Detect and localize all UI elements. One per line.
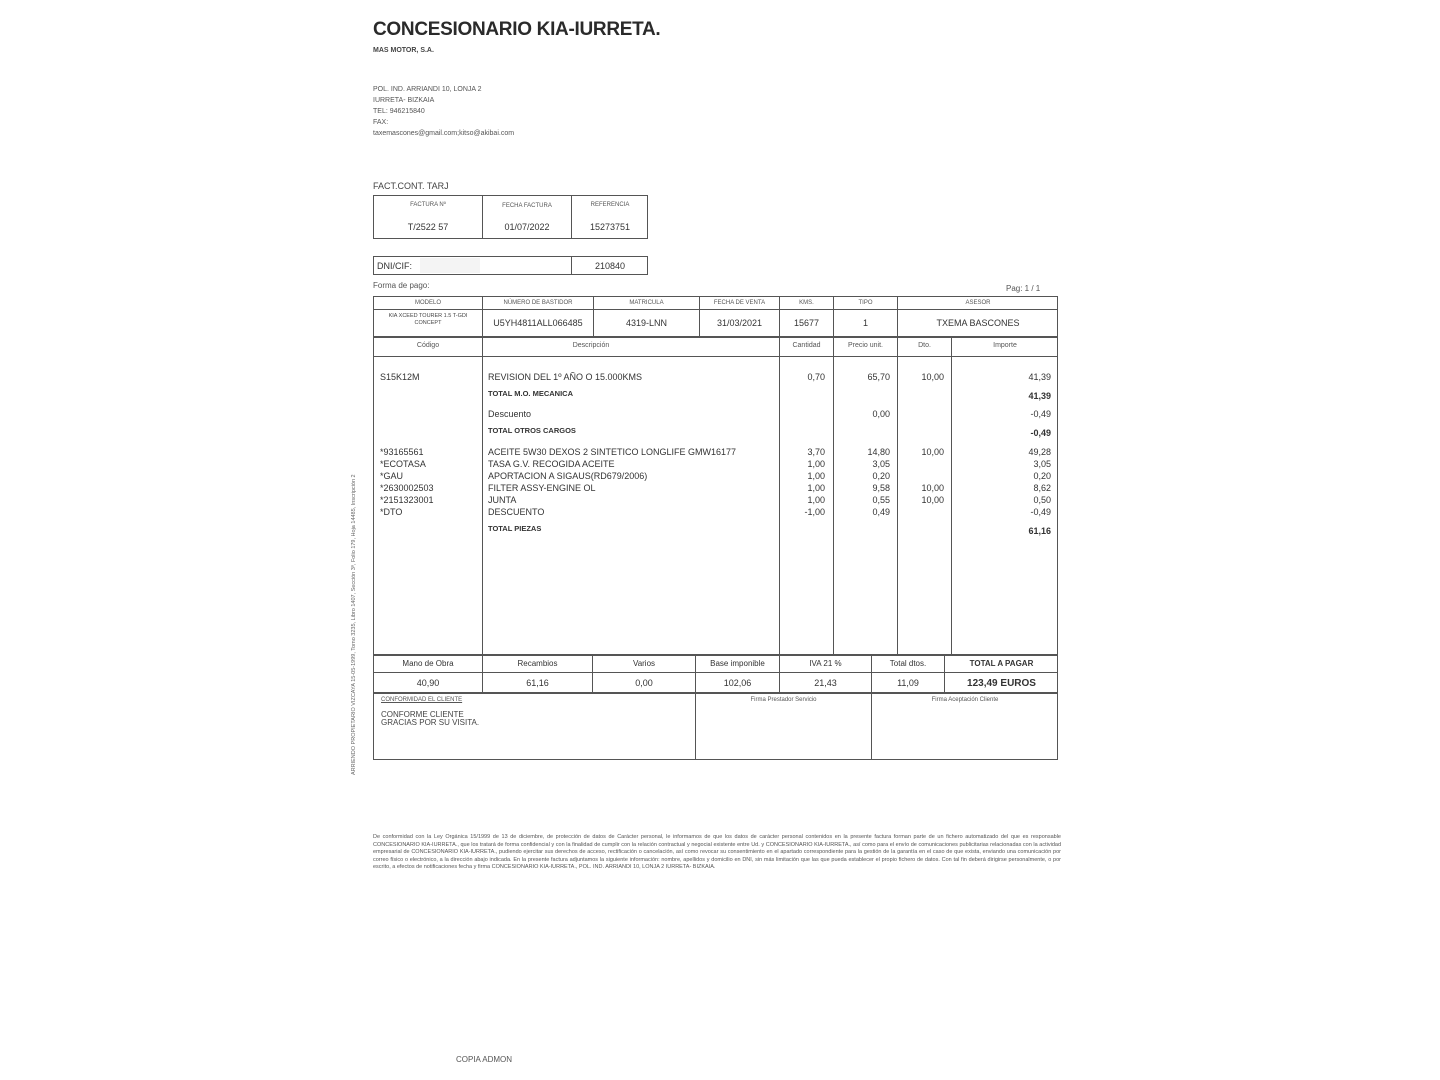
company-address-line1: POL. IND. ARRIANDI 10, LONJA 2 [373, 86, 482, 93]
line-amount: 3,05 [1033, 459, 1051, 469]
registry-vertical-text: ARRIENDO PROPIETARIO VIZCAYA 15-05-1999, Tomo 3235, Libro 1407, Sección 3ª, Folio 179, Hoja 14485, Inscripción 2 [351, 474, 357, 775]
line-amount: 0,50 [1033, 495, 1051, 505]
line-unit-price: 0,00 [872, 409, 890, 419]
line-unit-price: 0,20 [872, 471, 890, 481]
line-description: TASA G.V. RECOGIDA ACEITE [488, 459, 615, 469]
invoice-number-label: FACTURA Nº [410, 202, 446, 208]
lines-discount-header: Dto. [918, 342, 931, 349]
line-amount: 41,39 [1028, 391, 1051, 401]
divider [482, 195, 483, 239]
company-email: taxemascones@gmail.com;kitso@akibai.com [373, 130, 515, 137]
company-tel: TEL: 946215840 [373, 108, 425, 115]
line-quantity: 1,00 [807, 495, 825, 505]
totals-misc-header: Varios [632, 659, 656, 668]
line-discount: 10,00 [921, 495, 944, 505]
line-quantity: 3,70 [807, 447, 825, 457]
vehicle-chassis-header: NÚMERO DE BASTIDOR [503, 300, 573, 306]
vehicle-type-header: TIPO [858, 300, 873, 306]
invoice-type: FACT.CONT. TARJ [373, 181, 449, 191]
lines-description-header: Descripción [572, 342, 610, 349]
line-amount: 49,28 [1028, 447, 1051, 457]
vehicle-chassis: U5YH4811ALL066485 [493, 318, 583, 328]
line-description: JUNTA [488, 495, 517, 505]
invoice-reference: 15273751 [589, 222, 631, 232]
legal-notice: De conformidad con la Ley Orgánica 15/1999 de 13 de diciembre, de protección de datos de Carácter personal, le informamos de que los datos de carácter personal contenidos en la presente factura forman parte de un fichero automatizado del que es responsable CONCESIONARIO KIA-IURRETA., que los tratará de forma confidencial y con la finalidad de cumplir con la relación contractual y negocial existente entre Ud. y CONCESIONARIO KIA-IURRETA., así como para el envío de comunicaciones publicitarias relacionadas con la actividad empresarial de CONCESIONARIO KIA-IURRETA., pudiendo ejercitar sus derechos de acceso, rectificación o cancelación, así como revocar su consentimiento en el apartado correspondiente para la gestión de la garantía en el caso de que exista, enviando una comunicación por correo físico o electrónico, a la dirección abajo indicada. En la presente factura adjuntamos la siguiente información: nombre, apellidos y domicilio en DNI, sin más limitación que las que pueda establecer el propio fichero de datos. Con tal fin deberá dirigirse personalmente, o por escrito, a efectos de notificaciones fecha y firma CONCESIONARIO KIA-IURRETA., POL. IND. ARRIANDI 10, LONJA 2 IURRETA- BIZKAIA. [373, 834, 1061, 870]
vehicle-plate-header: MATRICULA [629, 300, 664, 306]
invoice-number: T/2522 57 [407, 222, 449, 232]
lines-code-header: Código [416, 342, 440, 349]
totals-labour: 40,90 [416, 678, 440, 688]
vehicle-sale-date-header: FECHA DE VENTA [713, 300, 766, 306]
invoice-date: 01/07/2022 [504, 222, 550, 232]
line-code: *GAU [380, 471, 404, 481]
copy-label: COPIA ADMON [456, 1055, 513, 1064]
line-code: S15K12M [380, 372, 420, 382]
line-unit-price: 14,80 [867, 447, 890, 457]
line-quantity: -1,00 [804, 507, 825, 517]
line-code: *ECOTASA [380, 459, 426, 469]
line-description: APORTACION A SIGAUS(RD679/2006) [488, 471, 648, 481]
line-amount: -0,49 [1030, 507, 1051, 517]
line-code: *93165561 [380, 447, 424, 457]
totals-misc: 0,00 [635, 678, 653, 688]
vehicle-kms-header: KMS. [799, 300, 814, 306]
line-description: TOTAL PIEZAS [488, 524, 542, 533]
line-description: Descuento [488, 409, 532, 419]
totals-vat-header: IVA 21 % [809, 659, 842, 668]
line-quantity: 1,00 [807, 483, 825, 493]
line-description: TOTAL OTROS CARGOS [488, 426, 576, 435]
divider [695, 693, 696, 760]
lines-amount-header: Importe [993, 342, 1017, 349]
totals-discounts: 11,09 [897, 678, 919, 688]
divider [373, 672, 1058, 673]
vehicle-type: 1 [862, 318, 868, 328]
line-code: *2630002503 [380, 483, 434, 493]
totals-parts-header: Recambios [517, 659, 558, 668]
vehicle-plate: 4319-LNN [625, 318, 668, 328]
company-address-line2: IURRETA- BIZKAIA [373, 97, 435, 104]
line-discount: 10,00 [921, 483, 944, 493]
line-code: *2151323001 [380, 495, 434, 505]
dni-label: DNI/CIF: [377, 261, 412, 271]
line-unit-price: 0,55 [872, 495, 890, 505]
signature-provider-label: Firma Prestador Servicio [750, 697, 817, 703]
line-description: REVISION DEL 1º AÑO O 15.000KMS [488, 372, 643, 382]
totals-vat: 21,43 [814, 678, 837, 688]
line-amount: 61,16 [1028, 526, 1051, 536]
totals-taxable-base: 102,06 [723, 678, 752, 688]
company-name: CONCESIONARIO KIA-IURRETA. [373, 19, 661, 40]
line-discount: 10,00 [921, 372, 944, 382]
divider [373, 356, 1058, 357]
line-description: TOTAL M.O. MECANICA [488, 389, 573, 398]
line-description: FILTER ASSY-ENGINE OL [488, 483, 596, 493]
signature-client-label: Firma Aceptación Cliente [931, 697, 999, 703]
line-description: ACEITE 5W30 DEXOS 2 SINTETICO LONGLIFE GMW16177 [488, 447, 737, 457]
vehicle-advisor: TXEMA BASCONES [936, 318, 1020, 328]
page-number: Pag: 1 / 1 [1006, 284, 1041, 293]
divider [871, 693, 872, 760]
line-quantity: 1,00 [807, 459, 825, 469]
divider [482, 337, 483, 655]
line-quantity: 1,00 [807, 471, 825, 481]
invoice-reference-label: REFERENCIA [590, 202, 630, 208]
lines-quantity-header: Cantidad [792, 342, 821, 349]
line-unit-price: 65,70 [867, 372, 890, 382]
observations-label: CONFORMIDAD EL CLIENTE [381, 697, 463, 703]
line-amount: 8,62 [1033, 483, 1051, 493]
divider [373, 309, 1058, 310]
line-description: DESCUENTO [488, 507, 545, 517]
redaction [420, 258, 480, 273]
vehicle-model-header: MODELO [414, 300, 441, 306]
totals-to-pay: 123,49 EUROS [967, 678, 1036, 689]
totals-taxable-base-header: Base imponible [710, 659, 765, 668]
line-discount: 10,00 [921, 447, 944, 457]
line-amount: -0,49 [1030, 428, 1051, 438]
vehicle-kms: 15677 [793, 318, 820, 328]
totals-labour-header: Mano de Obra [402, 659, 454, 668]
line-amount: -0,49 [1030, 409, 1051, 419]
company-fax: FAX: [373, 119, 389, 126]
line-amount: 0,20 [1033, 471, 1051, 481]
line-amount: 41,39 [1028, 372, 1051, 382]
company-legal-name: MAS MOTOR, S.A. [373, 47, 434, 54]
line-unit-price: 9,58 [872, 483, 890, 493]
totals-discounts-header: Total dtos. [889, 659, 927, 668]
line-unit-price: 0,49 [872, 507, 890, 517]
totals-to-pay-header: TOTAL A PAGAR [969, 659, 1034, 668]
line-quantity: 0,70 [807, 372, 825, 382]
vehicle-model: KIA XCEED TOURER 1.5 T-GDI CONCEPT [388, 313, 468, 326]
dni-value: 210840 [594, 261, 626, 271]
line-code: *DTO [380, 507, 403, 517]
observations-line1: CONFORME CLIENTE [381, 710, 464, 719]
observations-line2: GRACIAS POR SU VISITA. [381, 718, 480, 727]
vehicle-sale-date: 31/03/2021 [716, 318, 763, 328]
lines-unit-price-header: Precio unit. [847, 342, 884, 349]
line-unit-price: 3,05 [872, 459, 890, 469]
payment-label: Forma de pago: [373, 281, 430, 290]
invoice-date-label: FECHA FACTURA [502, 203, 552, 209]
vehicle-advisor-header: ASESOR [965, 300, 991, 306]
totals-parts: 61,16 [526, 678, 549, 688]
